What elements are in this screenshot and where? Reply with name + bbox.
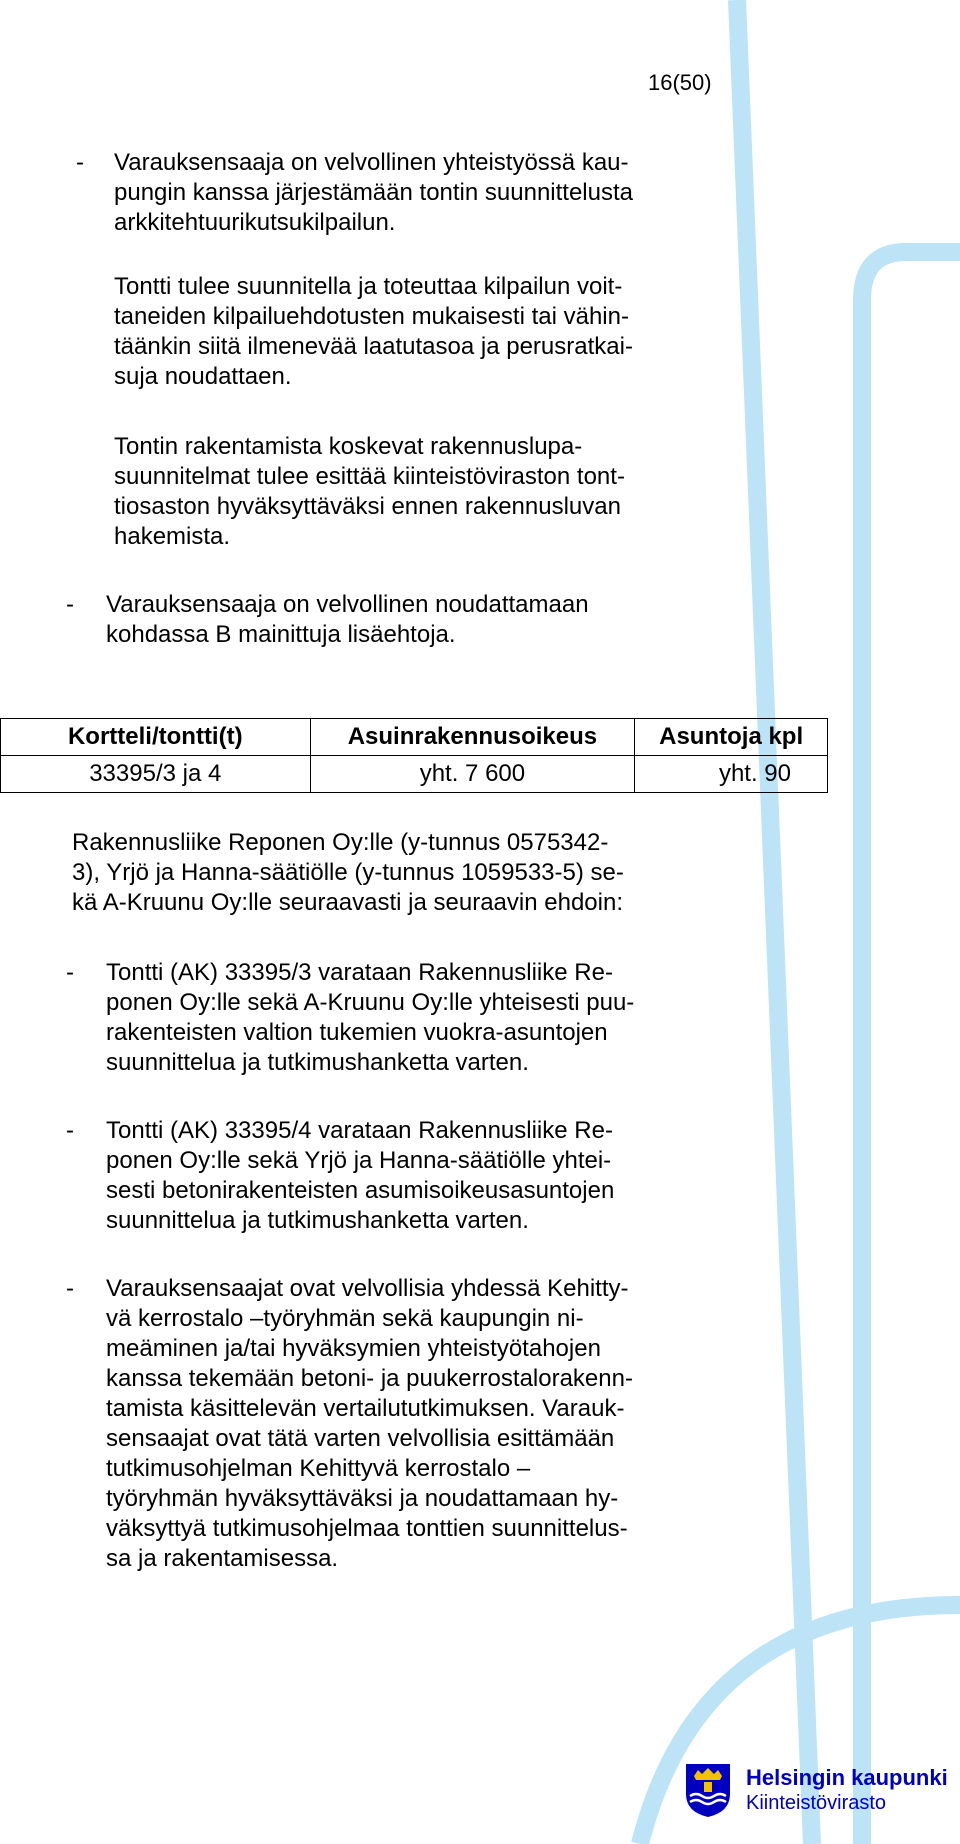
text-line: työryhmän hyväksyttäväksi ja noudattamaan hy- <box>106 1485 619 1512</box>
plot-table <box>0 718 828 793</box>
logo-title: Helsingin kaupunki <box>746 1765 948 1790</box>
text-line: Tontin rakentamista koskevat rakennuslupa- <box>114 433 583 460</box>
text-line: sesti betonirakenteisten asumisoikeusasuntojen <box>106 1177 615 1204</box>
table-header: Kortteli/tontti(t) <box>1 719 311 756</box>
table-cell: yht. 7 600 <box>310 756 635 793</box>
text-line: suja noudattaen. <box>114 363 292 390</box>
text-line: Varauksensaaja on velvollinen noudattamaan <box>106 591 589 618</box>
text-line: meäminen ja/tai hyväksymien yhteistyötahojen <box>106 1335 601 1362</box>
text-line: rakenteisten valtion tukemien vuokra-asuntojen <box>106 1019 608 1046</box>
table-row <box>1 756 828 793</box>
text-line: Tontti (AK) 33395/3 varataan Rakennusliike Re- <box>106 959 613 986</box>
text-line: väksyttyä tutkimusohjelmaa tonttien suunnittelus- <box>106 1515 628 1542</box>
page-number: 16(50) <box>648 70 712 95</box>
city-logo <box>684 1762 948 1818</box>
text-line: ponen Oy:lle sekä Yrjö ja Hanna-säätiölle yhtei- <box>106 1147 612 1174</box>
table-header: Asuntoja kpl <box>635 719 828 756</box>
bullet-dash: - <box>76 149 84 176</box>
text-line: tiosaston hyväksyttäväksi ennen rakennusluvan <box>114 493 621 520</box>
table-header: Asuinrakennusoikeus <box>310 719 635 756</box>
table-header-row <box>1 719 828 756</box>
text-line: 3), Yrjö ja Hanna-säätiölle (y-tunnus 1059533-5) se- <box>72 859 624 886</box>
text-line: vä kerrostalo –työryhmän sekä kaupungin ni- <box>106 1305 584 1332</box>
text-line: suunnitelmat tulee esittää kiinteistöviraston tont- <box>114 463 625 490</box>
text-line: Tontti (AK) 33395/4 varataan Rakennusliike Re- <box>106 1117 613 1144</box>
text-line: kohdassa B mainittuja lisäehtoja. <box>106 621 456 648</box>
text-line: suunnittelua ja tutkimushanketta varten. <box>106 1049 529 1076</box>
text-line: suunnittelua ja tutkimushanketta varten. <box>106 1207 529 1234</box>
table-cell: yht. 90 <box>635 756 828 793</box>
table-cell: 33395/3 ja 4 <box>1 756 311 793</box>
logo-subtitle: Kiinteistövirasto <box>746 1792 887 1814</box>
bullet-dash: - <box>66 1275 74 1302</box>
text-line: arkkitehtuurikutsukilpailun. <box>114 209 396 236</box>
text-line: kä A-Kruunu Oy:lle seuraavasti ja seuraavin ehdoin: <box>72 889 623 916</box>
text-line: ponen Oy:lle sekä A-Kruunu Oy:lle yhteisesti puu- <box>106 989 635 1016</box>
text-line: sensaajat ovat tätä varten velvollisia esittämään <box>106 1425 615 1452</box>
coat-of-arms-icon <box>684 1762 732 1818</box>
text-line: sa ja rakentamisessa. <box>106 1545 339 1572</box>
text-line: Varauksensaaja on velvollinen yhteistyössä kau- <box>114 149 629 176</box>
text-line: kanssa tekemään betoni- ja puukerrostalorakenn- <box>106 1365 633 1392</box>
text-line: täänkin siitä ilmenevää laatutasoa ja perusratkai- <box>114 333 633 360</box>
text-line: tamista käsittelevän vertailututkimuksen. Varauk- <box>106 1395 625 1422</box>
text-line: taneiden kilpailuehdotusten mukaisesti tai vähin- <box>114 303 629 330</box>
text-line: pungin kanssa järjestämään tontin suunnittelusta <box>114 179 633 206</box>
text-line: Varauksensaajat ovat velvollisia yhdessä Kehitty- <box>106 1275 629 1302</box>
text-line: tutkimusohjelman Kehittyvä kerrostalo – <box>106 1455 531 1482</box>
text-line: hakemista. <box>114 523 231 550</box>
bullet-dash: - <box>66 1117 74 1144</box>
bullet-dash: - <box>66 591 74 618</box>
text-line: Rakennusliike Reponen Oy:lle (y-tunnus 0575342- <box>72 829 609 856</box>
text-line: Tontti tulee suunnitella ja toteuttaa kilpailun voit- <box>114 273 623 300</box>
bullet-dash: - <box>66 959 74 986</box>
